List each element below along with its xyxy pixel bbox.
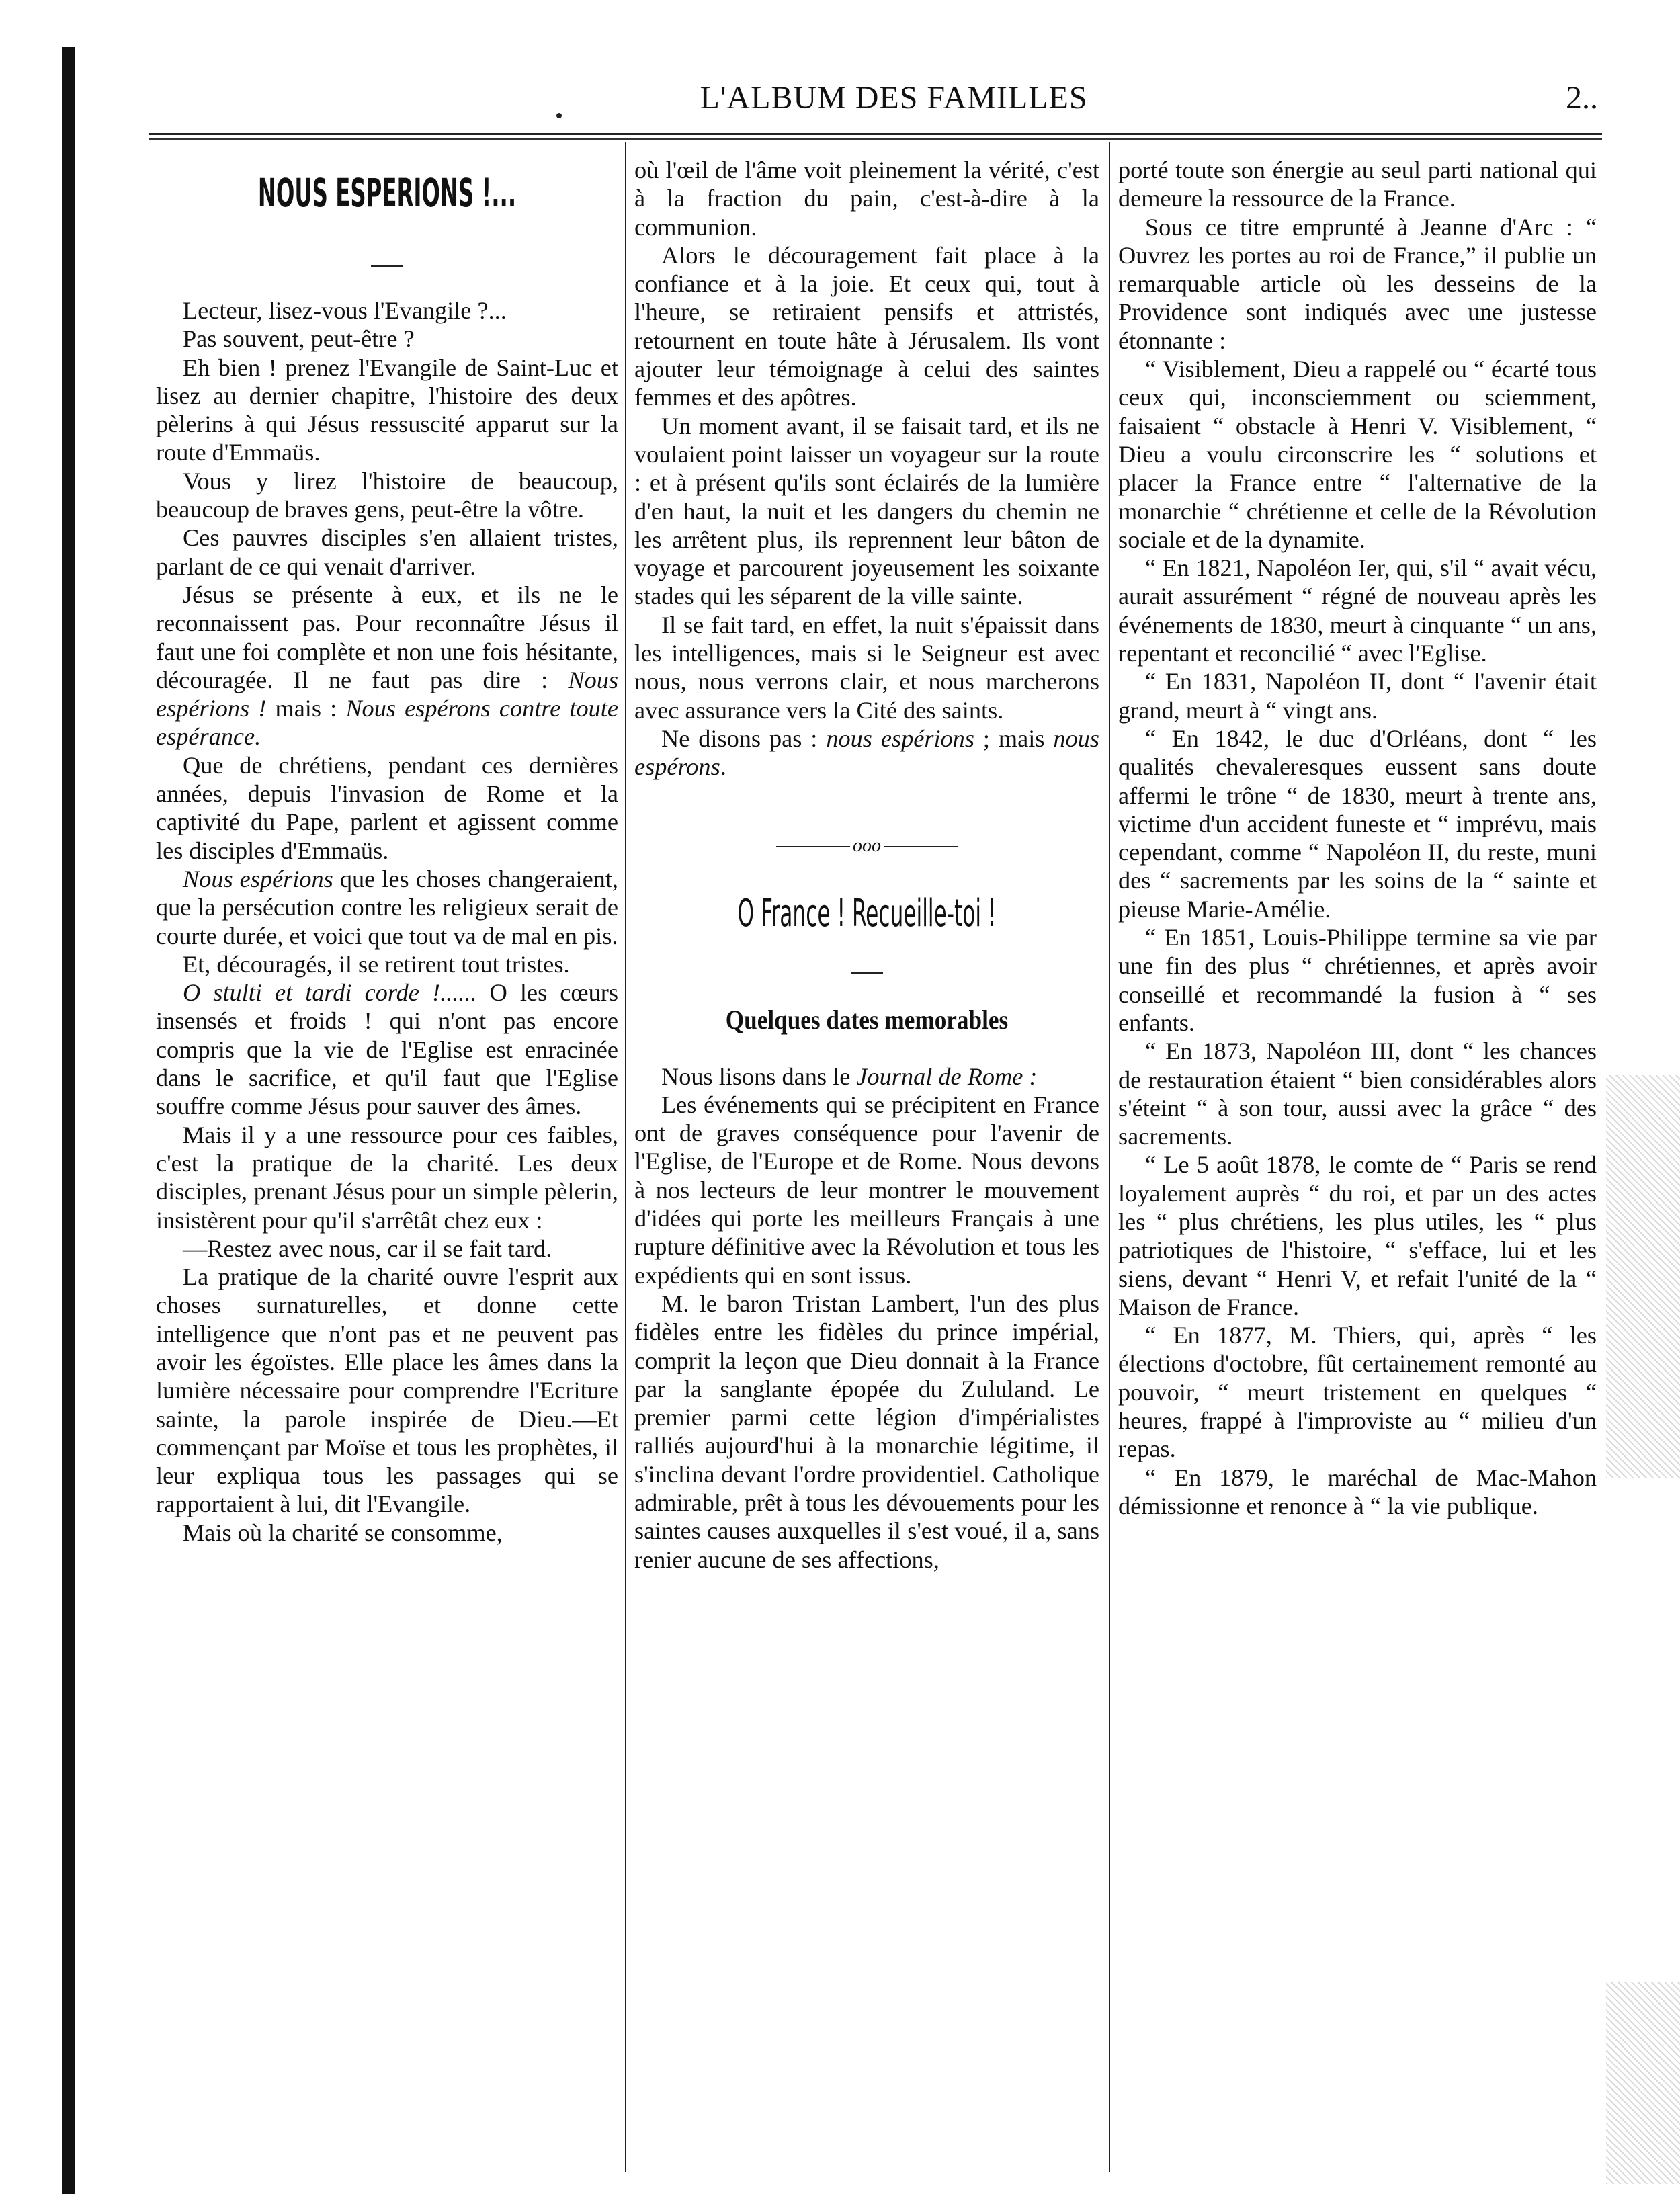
column-1 — [156, 156, 618, 2172]
paragraph: Alors le découragement fait place à la confiance et à la joie. Et ceux qui, tout à l'heure, se retiraient pensifs et attristés, retournent en toute hâte à Jérusalem. Ils vont ajouter leur témoignage à celui des saintes femmes et des apôtres. — [634, 241, 1099, 411]
italic-text: Nous espérions — [183, 865, 333, 892]
paragraph-text: ; mais — [974, 724, 1054, 752]
paragraph: Sous ce titre emprunté à Jeanne d'Arc : “ Ouvrez les portes au roi de France,” il publie un remarquable article où les desseins de la Providence sont indiqués avec une justesse étonnante : — [1118, 213, 1597, 354]
quote-paragraph: “ En 1842, le duc d'Orléans, dont “ les qualités chevaleresques eussent sans doute affermi le trône “ de 1830, meurt à trente ans, victime d'un accident funeste et “ imprévu, mais cependant, comme “ Napoléon II, du reste, muni des “ sacrements par les soins de la “ sainte et pieuse Marie-Amélie. — [1118, 724, 1597, 923]
italic-text: Nous espérions ! — [156, 666, 618, 722]
paragraph — [156, 978, 618, 1120]
quote-paragraph: “ En 1873, Napoléon III, dont “ les chances de restauration étaient “ bien considérables alors s'éteint “ à son tour, aussi avec la grâce “ des sacrements. — [1118, 1038, 1597, 1150]
paragraph — [156, 865, 618, 950]
paragraph: Mais où la charité se consomme, — [183, 1519, 503, 1546]
paragraph — [634, 1062, 1099, 1091]
quote-paragraph: “ Le 5 août 1878, le comte de “ Paris se rend loyalement auprès “ du roi, et par un des actes les “ plus chrétiens, les plus utiles, les “ plus patriotiques de l'histoire, “ s'efface, lui et les siens, devant “ Henri V, et refait l'unité de la “ Maison de France. — [1118, 1151, 1597, 1320]
quote-paragraph: “ En 1879, le maréchal de Mac-Mahon démissionne et renonce à “ la vie publique. — [1118, 1464, 1597, 1519]
paragraph: porté toute son énergie au seul parti national qui demeure la ressource de la France. — [1118, 157, 1597, 212]
heading-dash — [634, 964, 1099, 977]
paragraph-text: Nous lisons dans le — [661, 1062, 857, 1090]
heading-dash — [156, 257, 618, 269]
paragraph: où l'œil de l'âme voit pleinement la vérité, c'est à la fraction du pain, c'est-à-dire à la communion. — [634, 157, 1099, 241]
article-heading: O France ! Recueille-toi ! — [737, 891, 997, 935]
scan-noise — [1606, 1075, 1680, 1478]
paragraph — [156, 581, 618, 751]
article-heading: NOUS ESPERIONS !... — [257, 170, 517, 216]
paragraph: Lecteur, lisez-vous l'Evangile ?... — [183, 297, 507, 324]
quote-paragraph: “ En 1831, Napoléon II, dont “ l'avenir était grand, meurt à “ vingt ans. — [1118, 668, 1597, 724]
paragraph: Il se fait tard, en effet, la nuit s'épaissit dans les intelligences, mais si le Seigneur est avec nous, nous verrons clair, et nous marcherons avec assurance vers la Cité des saints. — [634, 611, 1099, 724]
header-rule — [149, 133, 1602, 135]
paragraph: Pas souvent, peut-être ? — [183, 325, 415, 353]
italic-text: nous espérions — [826, 724, 974, 752]
paragraph: Ne disons pas : nous espérions ; mais nous espérons. — [634, 724, 1099, 781]
ink-dot — [556, 113, 562, 118]
binding-edge — [62, 47, 75, 2194]
quote-paragraph: “ Visiblement, Dieu a rappelé ou “ écarté tous ceux qui, inconsciemment ou sciemment, faisaient “ obstacle à Henri V. Visiblement, “ Dieu a voulu circonscrire les “ solutions et placer la France entre “ l'alternative de la monarchie “ chrétienne et celle de la Révolution sociale et de la dynamite. — [1118, 355, 1597, 553]
column-2 — [634, 156, 1099, 2172]
section-divider — [634, 835, 1099, 857]
article-subheading: Quelques dates memorables — [725, 1004, 1009, 1035]
divider-text: ooo — [853, 835, 881, 856]
paragraph: M. le baron Tristan Lambert, l'un des plus fidèles entre les fidèles du prince impérial, comprit la leçon que Dieu donnait à la France par la sanglante épopée du Zululand. Le premier parmi cette légion d'impérialistes ralliés aujourd'hui à la monarchie légitime, il s'inclina devant l'ordre providentiel. Catholique admirable, prêt à tous les dévouements pour les saintes causes auxquelles il s'est voué, il a, sans renier aucune de ses affections, — [634, 1290, 1099, 1573]
italic-text: O stulti et tardi corde !...... — [183, 979, 477, 1007]
paragraph: Vous y lirez l'histoire de beaucoup, beaucoup de braves gens, peut-être la vôtre. — [156, 467, 618, 523]
paragraph: Eh bien ! prenez l'Evangile de Saint-Luc et lisez au dernier chapitre, l'histoire des deux pèlerins à qui Jésus ressuscité apparut sur la route d'Emmaüs. — [156, 353, 618, 466]
quote-paragraph: “ En 1877, M. Thiers, qui, après “ les élections d'octobre, fût certainement remonté au pouvoir, “ meurt tristement en quelques “ heures, frappé à l'improviste au “ milieu d'un repas. — [1118, 1322, 1597, 1463]
scan-noise — [1606, 1982, 1680, 2184]
paragraph: Un moment avant, il se faisait tard, et ils ne voulaient point laisser un voyageur sur la route : et à présent qu'ils sont éclairés de la lumière d'en haut, la nuit et les dangers du chemin ne les arrêtent plus, ils reprennent leur bâton de voyage et parcourent joyeusement les soixante stades qui les séparent de la ville sainte. — [634, 412, 1099, 610]
paragraph: La pratique de la charité ouvre l'esprit aux choses surnaturelles, et donne cette intelligence que n'ont pas et ne peuvent pas avoir les égoïstes. Elle place les âmes dans la lumière nécessaire pour comprendre l'Ecriture sainte, la parole inspirée de Dieu.—Et commençant par Moïse et tous les prophètes, il leur expliqua tous les passages qui se rapportaient à lui, dit l'Evangile. — [156, 1263, 618, 1518]
italic-text: Nous espérons contre toute espérance. — [156, 695, 618, 751]
column-separator — [625, 142, 626, 2172]
page-number: 2.. — [1566, 80, 1598, 116]
paragraph-text: Ne disons pas : — [661, 724, 818, 752]
paragraph: Et, découragés, il se retirent tout tristes. — [183, 950, 570, 978]
column-separator — [1109, 142, 1110, 2172]
italic-text: Journal de Rome : — [856, 1062, 1038, 1090]
paragraph: Les événements qui se précipitent en France ont de graves conséquence pour l'avenir de l'Eglise, de l'Europe et de Rome. Nous devons à nos lecteurs de leur montrer le mouvement d'idées qui porte les meilleurs Français à une rupture définitive avec la Révolution et tous les expédients qui en sont issus. — [634, 1091, 1099, 1289]
paragraph-text: O les cœurs insensés et froids ! qui n'ont pas encore compris que la vie de l'Eglise est enracinée dans le sacrifice, et qu'il faut que l'Eglise souffre comme Jésus pour sauver des âmes. — [156, 979, 618, 1120]
header-rule-thin — [149, 138, 1602, 140]
paragraph-text: mais : — [266, 695, 346, 722]
paragraph: Mais il y a une ressource pour ces faibles, c'est la pratique de la charité. Les deux disciples, prenant Jésus pour un simple pèlerin, insistèrent pour qu'il s'arrêtât chez eux : — [156, 1121, 618, 1234]
quote-paragraph: “ En 1851, Louis-Philippe termine sa vie par une fin des plus “ chrétiennes, et après avoir conseillé et recommandé la fusion à “ ses enfants. — [1118, 924, 1597, 1036]
paragraph-text: que les choses changeraient, que la persécution contre les religieux serait de courte durée, et voici que tout va de mal en pis. — [156, 865, 618, 950]
italic-text: nous espérons — [634, 724, 1099, 781]
paragraph: Ces pauvres disciples s'en allaient tristes, parlant de ce qui venait d'arriver. — [156, 524, 618, 580]
column-3 — [1118, 156, 1597, 2172]
quote-paragraph: “ En 1821, Napoléon Ier, qui, s'il “ avait vécu, aurait assurément “ régné de nouveau après les événements de 1830, meurt à cinquante “ un ans, repentant et reconcilié “ avec l'Eglise. — [1118, 554, 1597, 667]
paragraph: Que de chrétiens, pendant ces dernières années, depuis l'invasion de Rome et la captivité du Pape, parlent et agissent comme les disciples d'Emmaüs. — [156, 751, 618, 864]
paragraph-text: Jésus se présente à eux, et ils ne le reconnaissent pas. Pour reconnaître Jésus il faut une foi complète et non une fois hésitante, découragée. Il ne faut pas dire : — [156, 581, 618, 693]
running-head: L'ALBUM DES FAMILLES — [700, 80, 1088, 116]
paragraph: —Restez avec nous, car il se fait tard. — [183, 1234, 552, 1262]
